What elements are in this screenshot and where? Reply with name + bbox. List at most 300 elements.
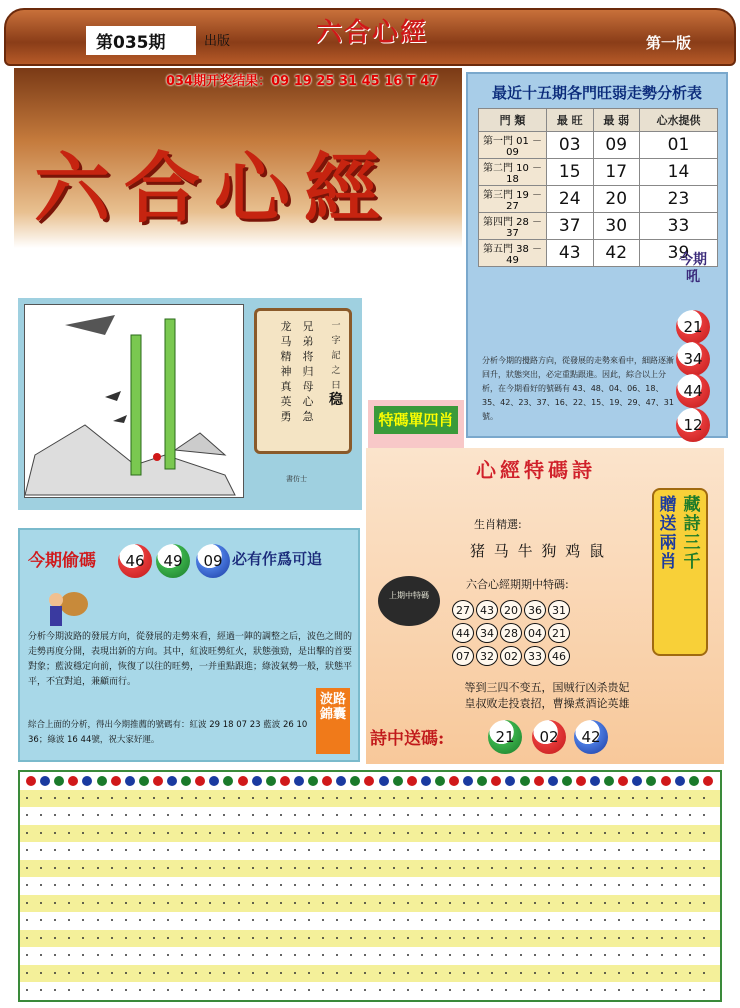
scroll-heading: 一字記之曰 (331, 321, 341, 391)
poem-verse (412, 680, 682, 712)
grid-dot (435, 849, 437, 851)
grid-dot (153, 902, 155, 904)
grid-dot (703, 867, 705, 869)
grid-dot (548, 814, 550, 816)
grid-dot (379, 814, 381, 816)
grid-dot (238, 814, 240, 816)
grid-row (20, 930, 720, 947)
grid-dot (703, 989, 705, 991)
grid-dot (548, 954, 550, 956)
grid-dot (294, 937, 296, 939)
grid-dot (294, 776, 304, 786)
grid-dot (449, 776, 459, 786)
grid-dot (463, 814, 465, 816)
grid-dot (322, 972, 324, 974)
grid-dot (68, 919, 70, 921)
grid-dot (393, 902, 395, 904)
grid-dot (477, 797, 479, 799)
grid-dot (82, 919, 84, 921)
grid-dot (54, 989, 56, 991)
code-number: 28 (500, 623, 522, 643)
grid-dot (407, 849, 409, 851)
grid-dot (379, 937, 381, 939)
grid-dot (604, 814, 606, 816)
grid-dot (26, 867, 28, 869)
grid-dot (322, 919, 324, 921)
grid-dot (40, 954, 42, 956)
grid-dot (590, 797, 592, 799)
cell-min: 09 (593, 132, 640, 159)
grid-dot (294, 814, 296, 816)
grid-dot (40, 884, 42, 886)
hero-section (14, 68, 462, 248)
grid-dot (68, 972, 70, 974)
grid-dot (195, 849, 197, 851)
grid-dot (562, 902, 564, 904)
grid-dot (534, 849, 536, 851)
grid-dot (97, 849, 99, 851)
grid-dot (54, 832, 56, 834)
grid-dot (139, 902, 141, 904)
grid-dot (477, 884, 479, 886)
grid-dot (280, 797, 282, 799)
grid-dot (379, 954, 381, 956)
verse-line: 皇叔败走投袁招，曹操煮酒论英雄 (464, 697, 630, 710)
grid-dot (562, 989, 564, 991)
grid-dot (294, 849, 296, 851)
grid-dot (167, 832, 169, 834)
grid-dot (534, 902, 536, 904)
grid-dot (379, 902, 381, 904)
grid-dot (54, 919, 56, 921)
grid-dot (576, 832, 578, 834)
table-row (479, 132, 718, 159)
code-number: 36 (524, 600, 546, 620)
grid-dot (590, 867, 592, 869)
grid-dot (252, 919, 254, 921)
grid-dot (562, 919, 564, 921)
code-number: 27 (452, 600, 474, 620)
grid-dot (238, 776, 248, 786)
grid-dot (336, 972, 338, 974)
grid-dot (449, 832, 451, 834)
grid-dot (435, 919, 437, 921)
grid-dot (703, 797, 705, 799)
grid-dot (604, 954, 606, 956)
grid-dot (675, 814, 677, 816)
grid-dot (463, 867, 465, 869)
grid-dot (520, 954, 522, 956)
grid-dot (421, 814, 423, 816)
grid-dot (520, 797, 522, 799)
grid-row (20, 947, 720, 964)
grid-dot (661, 884, 663, 886)
grid-dot (167, 814, 169, 816)
grid-dot (646, 884, 648, 886)
grid-dot (322, 954, 324, 956)
grid-dot (308, 954, 310, 956)
grid-dot (618, 989, 620, 991)
grid-dot (68, 797, 70, 799)
grid-dot (534, 797, 536, 799)
grid-dot (266, 832, 268, 834)
grid-dot (350, 972, 352, 974)
grid-dot (322, 937, 324, 939)
grid-dot (336, 832, 338, 834)
trend-table (478, 108, 718, 267)
grid-dot (336, 867, 338, 869)
grid-dot (82, 832, 84, 834)
grid-dot (54, 867, 56, 869)
grid-dot (689, 776, 699, 786)
grid-dot (322, 884, 324, 886)
grid-dot (322, 867, 324, 869)
grid-dot (308, 919, 310, 921)
grid-dot (280, 902, 282, 904)
grid-dot (308, 832, 310, 834)
grid-dot (449, 919, 451, 921)
grid-dot (195, 832, 197, 834)
grid-dot (209, 884, 211, 886)
grid-dot (604, 989, 606, 991)
grid-dot (379, 884, 381, 886)
grid-dot (111, 954, 113, 956)
grid-dot (661, 797, 663, 799)
grid-dot (82, 814, 84, 816)
grid-dot (675, 972, 677, 974)
code-number: 32 (476, 646, 498, 666)
grid-dot (703, 776, 713, 786)
grid-dot (350, 797, 352, 799)
grid-dot (125, 776, 135, 786)
grid-dot (322, 849, 324, 851)
grid-dot (590, 937, 592, 939)
grid-dot (223, 814, 225, 816)
grid-dot (308, 867, 310, 869)
grid-dot (520, 867, 522, 869)
shout-ball: 44 (676, 374, 710, 408)
grid-dot (562, 867, 564, 869)
grid-dot (435, 832, 437, 834)
grid-dot (125, 884, 127, 886)
edition-label: 第一版 (646, 34, 692, 52)
grid-dot (223, 776, 233, 786)
grid-dot (562, 954, 564, 956)
grid-dot (40, 849, 42, 851)
grid-dot (576, 954, 578, 956)
grid-dot (322, 776, 332, 786)
grid-dot (181, 849, 183, 851)
grid-dot (590, 849, 592, 851)
grid-dot (576, 867, 578, 869)
grid-dot (675, 797, 677, 799)
grid-dot (139, 884, 141, 886)
grid-dot (364, 884, 366, 886)
table-header: 門 類 (479, 109, 547, 132)
grid-dot (576, 919, 578, 921)
code-number: 34 (476, 623, 498, 643)
grid-dot (703, 832, 705, 834)
grid-dot (322, 902, 324, 904)
grid-dot (393, 797, 395, 799)
grid-dot (364, 797, 366, 799)
grid-dot (689, 867, 691, 869)
grid-dot (632, 797, 634, 799)
grid-dot (407, 989, 409, 991)
grid-dot (336, 776, 346, 786)
grid-dot (435, 814, 437, 816)
grid-dot (125, 937, 127, 939)
grid-dot (280, 954, 282, 956)
zodiac-select-label: 生肖精選: (474, 518, 522, 531)
grid-dot (181, 972, 183, 974)
grid-dot (477, 919, 479, 921)
row-label: 第一門 01 － 09 (479, 132, 547, 159)
grid-dot (181, 776, 191, 786)
grid-dot (153, 797, 155, 799)
grid-dot (111, 884, 113, 886)
grid-dot (407, 972, 409, 974)
grid-dot (350, 814, 352, 816)
grid-dot (26, 937, 28, 939)
grid-dot (26, 972, 28, 974)
grid-dot (294, 972, 296, 974)
zodiac-pick: 鼠 (588, 542, 606, 560)
gift-banner (652, 488, 708, 656)
grid-dot (675, 776, 685, 786)
grid-dot (703, 919, 705, 921)
grid-dot (689, 902, 691, 904)
grid-dot (632, 867, 634, 869)
grid-dot (54, 972, 56, 974)
issue-number: 第035期 (86, 26, 196, 55)
grid-dot (40, 776, 50, 786)
wave-analysis-text: 分析今期波路的發展方向，從發展的走勢來看，經過一陣的調整之后，波色之間的走勢再度分開，表現出新的方向。其中，紅波旺勢紅火，狀態強勁，是出擊的首要對象；藍波穩定向前，恢復了以往的旺勢，一并重點跟進；綠波氣勢一般，狀態平平，不宜對追，兼顧而行。 (28, 632, 353, 687)
grid-dot (238, 832, 240, 834)
grid-dot (646, 989, 648, 991)
grid-dot (689, 814, 691, 816)
grid-dot (266, 884, 268, 886)
table-row (479, 159, 718, 186)
grid-dot (125, 797, 127, 799)
grid-dot (308, 814, 310, 816)
grid-dot (153, 814, 155, 816)
grid-dot (618, 884, 620, 886)
grid-dot (364, 814, 366, 816)
cell-min: 20 (593, 186, 640, 213)
steal-slogan: 必有作爲可追 (232, 550, 323, 568)
grid-dot (195, 972, 197, 974)
grid-dot (167, 989, 169, 991)
grid-dot (379, 989, 381, 991)
grid-dot (40, 989, 42, 991)
grid-dot (520, 814, 522, 816)
grid-dot (68, 884, 70, 886)
grid-dot (294, 884, 296, 886)
grid-dot (491, 776, 501, 786)
grid-dot (477, 814, 479, 816)
grid-dot (435, 776, 445, 786)
grid-dot (68, 832, 70, 834)
grid-dot (68, 849, 70, 851)
row-label: 第二門 10 － 18 (479, 159, 547, 186)
grid-dot (562, 884, 564, 886)
grid-dot (646, 797, 648, 799)
grid-dot (82, 902, 84, 904)
grid-dot (421, 989, 423, 991)
grid-dot (675, 902, 677, 904)
grid-dot (280, 884, 282, 886)
grid-dot (364, 937, 366, 939)
grid-dot (167, 902, 169, 904)
grid-dot (139, 937, 141, 939)
grid-dot (82, 776, 92, 786)
grid-dot (364, 902, 366, 904)
zodiac-select-list (470, 540, 606, 561)
grid-dot (280, 919, 282, 921)
grid-dot (97, 867, 99, 869)
grid-dot (646, 954, 648, 956)
grid-dot (435, 867, 437, 869)
grid-dot (364, 954, 366, 956)
grid-dot (604, 776, 614, 786)
grid-dot (40, 832, 42, 834)
grid-dot (336, 884, 338, 886)
gift-text: 藏詩三千 (683, 495, 701, 572)
grid-dot (421, 937, 423, 939)
grid-dot (590, 919, 592, 921)
grid-dot (548, 937, 550, 939)
grid-dot (68, 902, 70, 904)
grid-dot (435, 797, 437, 799)
grid-dot (82, 937, 84, 939)
grid-dot (40, 814, 42, 816)
grid-row (20, 772, 720, 789)
grid-dot (252, 797, 254, 799)
grid-dot (477, 989, 479, 991)
grid-dot (477, 972, 479, 974)
code-number: 33 (524, 646, 546, 666)
table-header: 心水提供 (640, 109, 718, 132)
grid-dot (238, 919, 240, 921)
grid-dot (379, 776, 389, 786)
grid-dot (393, 776, 403, 786)
grid-dot (449, 814, 451, 816)
grid-dot (689, 954, 691, 956)
grid-dot (703, 902, 705, 904)
grid-dot (576, 814, 578, 816)
grid-dot (463, 954, 465, 956)
grid-dot (590, 832, 592, 834)
grid-dot (153, 989, 155, 991)
grid-dot (68, 937, 70, 939)
grid-dot (223, 919, 225, 921)
grid-dot (209, 776, 219, 786)
grid-dot (26, 849, 28, 851)
grid-dot (153, 937, 155, 939)
grid-dot (167, 919, 169, 921)
grid-dot (280, 937, 282, 939)
grid-dot (167, 797, 169, 799)
grid-dot (407, 814, 409, 816)
grid-dot (463, 972, 465, 974)
grid-dot (97, 954, 99, 956)
grid-dot (576, 937, 578, 939)
grid-dot (40, 902, 42, 904)
grid-dot (82, 849, 84, 851)
grid-dot (238, 954, 240, 956)
grid-dot (661, 954, 663, 956)
analysis-text: 分析今期的攪路方向，從發展的走勢來看中，細路逐漸回升，狀態突出，必定重點跟進。因此，綜合以上分析，在今期看好的號碼有 43、48、04、06、18、35、42、23、37、16、22、15、19、29、47、31號。 (482, 356, 674, 421)
grid-dot (421, 797, 423, 799)
grid-dot (125, 867, 127, 869)
grid-dot (280, 776, 290, 786)
grid-dot (421, 954, 423, 956)
zodiac-pick: 鸡 (565, 542, 583, 560)
grid-dot (97, 776, 107, 786)
grid-dot (97, 797, 99, 799)
grid-dot (393, 919, 395, 921)
grid-dot (125, 832, 127, 834)
grid-dot (364, 867, 366, 869)
grid-dot (252, 954, 254, 956)
grid-dot (505, 954, 507, 956)
grid-dot (111, 937, 113, 939)
grid-dot (604, 884, 606, 886)
grid-dot (125, 972, 127, 974)
send-ball: 42 (574, 720, 608, 754)
grid-dot (195, 867, 197, 869)
grid-dot (520, 832, 522, 834)
grid-dot (266, 814, 268, 816)
grid-dot (618, 849, 620, 851)
grid-dot (449, 867, 451, 869)
grid-dot (505, 884, 507, 886)
grid-dot (463, 797, 465, 799)
grid-dot (689, 797, 691, 799)
grid-dot (562, 797, 564, 799)
grid-dot (68, 776, 78, 786)
grid-dot (463, 919, 465, 921)
grid-dot (590, 972, 592, 974)
grid-dot (491, 832, 493, 834)
grid-dot (393, 814, 395, 816)
poem-title: 心經特碼詩 (476, 458, 596, 482)
grid-dot (111, 849, 113, 851)
grid-dot (167, 972, 169, 974)
grid-dot (280, 867, 282, 869)
grid-dot (195, 989, 197, 991)
grid-dot (322, 989, 324, 991)
grid-dot (252, 849, 254, 851)
grid-dot (111, 989, 113, 991)
grid-dot (661, 849, 663, 851)
grid-dot (223, 937, 225, 939)
code-number: 20 (500, 600, 522, 620)
grid-dot (350, 919, 352, 921)
grid-dot (703, 849, 705, 851)
grid-dot (590, 776, 600, 786)
grid-dot (97, 902, 99, 904)
grid-dot (491, 972, 493, 974)
grid-dot (181, 884, 183, 886)
grid-dot (223, 849, 225, 851)
grid-dot (562, 832, 564, 834)
grid-dot (153, 776, 163, 786)
grid-dot (223, 902, 225, 904)
grid-dot (505, 972, 507, 974)
grid-dot (562, 849, 564, 851)
